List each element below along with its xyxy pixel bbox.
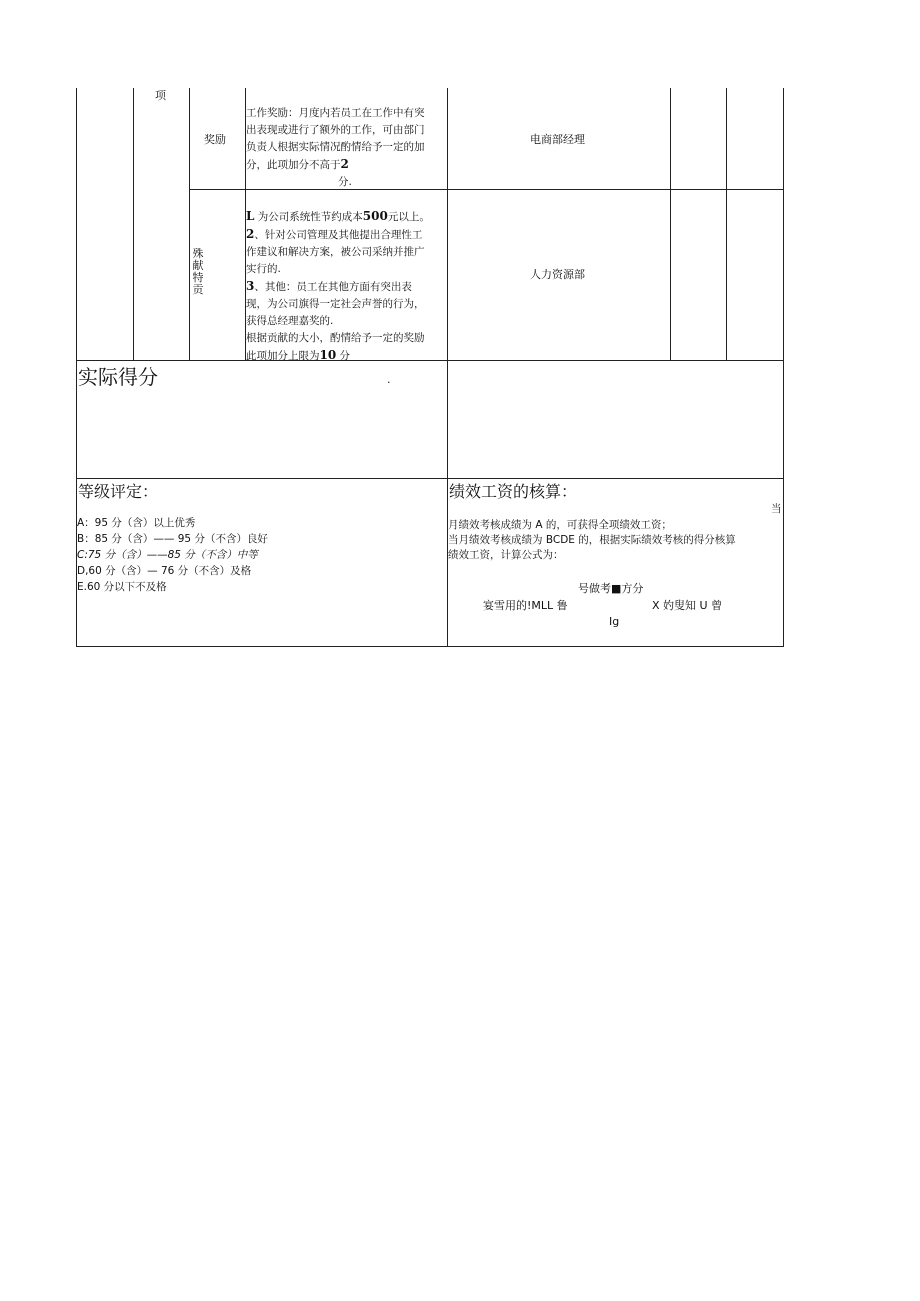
actual-score-dot: . <box>387 373 391 386</box>
special-desc-line: L 为公司系统性节约成本500元以上。 <box>246 209 430 223</box>
category-cell: 项 <box>155 89 166 102</box>
special-desc-line: 获得总经理嘉奖的. <box>246 315 334 327</box>
special-desc-line: 作建议和解决方案，被公司采纳并推广 <box>246 246 425 258</box>
col-divider-6 <box>726 88 727 360</box>
special-desc-line: 2、针对公司管理及其他提出合理性工 <box>246 227 423 241</box>
formula-left: 宴雪用的!MLL 鲁 <box>483 599 568 612</box>
col-divider-1 <box>133 88 134 360</box>
special-item-char: 献 <box>192 259 204 272</box>
reward-desc-line: 工作奖励：月度内若员工在工作中有突 <box>246 107 425 119</box>
reward-item-label: 奖励 <box>204 133 226 146</box>
special-item-char: 贡 <box>192 283 204 296</box>
grade-line-c: C:75 分（含）——85 分（不含）中等 <box>77 549 258 561</box>
col-divider-5 <box>670 88 671 360</box>
reward-desc-line: 负责人根据实际情况酌情给予一定的加 <box>246 141 425 153</box>
salary-title: 绩效工资的核算： <box>449 482 578 501</box>
salary-line: 绩效工资，计算公式为： <box>448 549 564 561</box>
special-desc-line: 现，为公司旗得一定社会声誉的行为， <box>246 298 425 310</box>
table-bottom-border <box>76 646 784 647</box>
special-desc-line: 此项加分上限为10 分 <box>246 348 351 362</box>
grade-line-b: B：85 分（含）—— 95 分（不含）良好 <box>77 533 268 545</box>
actual-score-label: 实际得分 <box>78 365 158 389</box>
row-divider-score <box>76 478 784 479</box>
table-right-border <box>783 88 784 647</box>
special-description <box>246 208 448 365</box>
salary-line: 当 <box>771 503 782 515</box>
reward-description <box>246 105 448 191</box>
grade-line-a: A：95 分（含）以上优秀 <box>77 517 196 529</box>
formula-right: X 妁叟知 U 曾 <box>652 599 723 612</box>
grade-line-d: D,60 分（含）— 76 分（不含）及格 <box>77 565 252 577</box>
reward-evaluator: 电商部经理 <box>530 133 585 146</box>
reward-desc-line: 分. <box>338 176 352 188</box>
grade-line-e: E.60 分以下不及格 <box>77 581 167 593</box>
special-item-char: 殊 <box>192 247 204 260</box>
reward-desc-line: 分，此项加分不高于2 <box>246 157 349 171</box>
grade-list <box>77 515 268 595</box>
special-desc-line: 实行的. <box>246 263 281 275</box>
reward-desc-line: 出表现或进行了额外的工作，可由部门 <box>246 124 425 136</box>
salary-line: 当月绩效考核成绩为 BCDE 的，根据实际绩效考核的得分核算 <box>448 534 736 546</box>
salary-line: 月绩效考核成绩为 A 的，可获得全项绩效工资； <box>448 519 672 531</box>
special-desc-line: 3、其他：员工在其他方面有突出表 <box>246 279 412 293</box>
grade-title: 等级评定： <box>78 482 159 501</box>
col-divider-2 <box>189 88 190 360</box>
special-evaluator: 人力资源部 <box>530 268 585 281</box>
special-item-char: 特 <box>192 271 204 284</box>
formula-top: 号做考■方分 <box>578 582 644 595</box>
special-desc-line: 根据贡献的大小，酌情给予一定的奖励 <box>246 332 425 344</box>
formula-bottom: Ig <box>609 615 620 628</box>
special-item-label <box>191 248 205 296</box>
